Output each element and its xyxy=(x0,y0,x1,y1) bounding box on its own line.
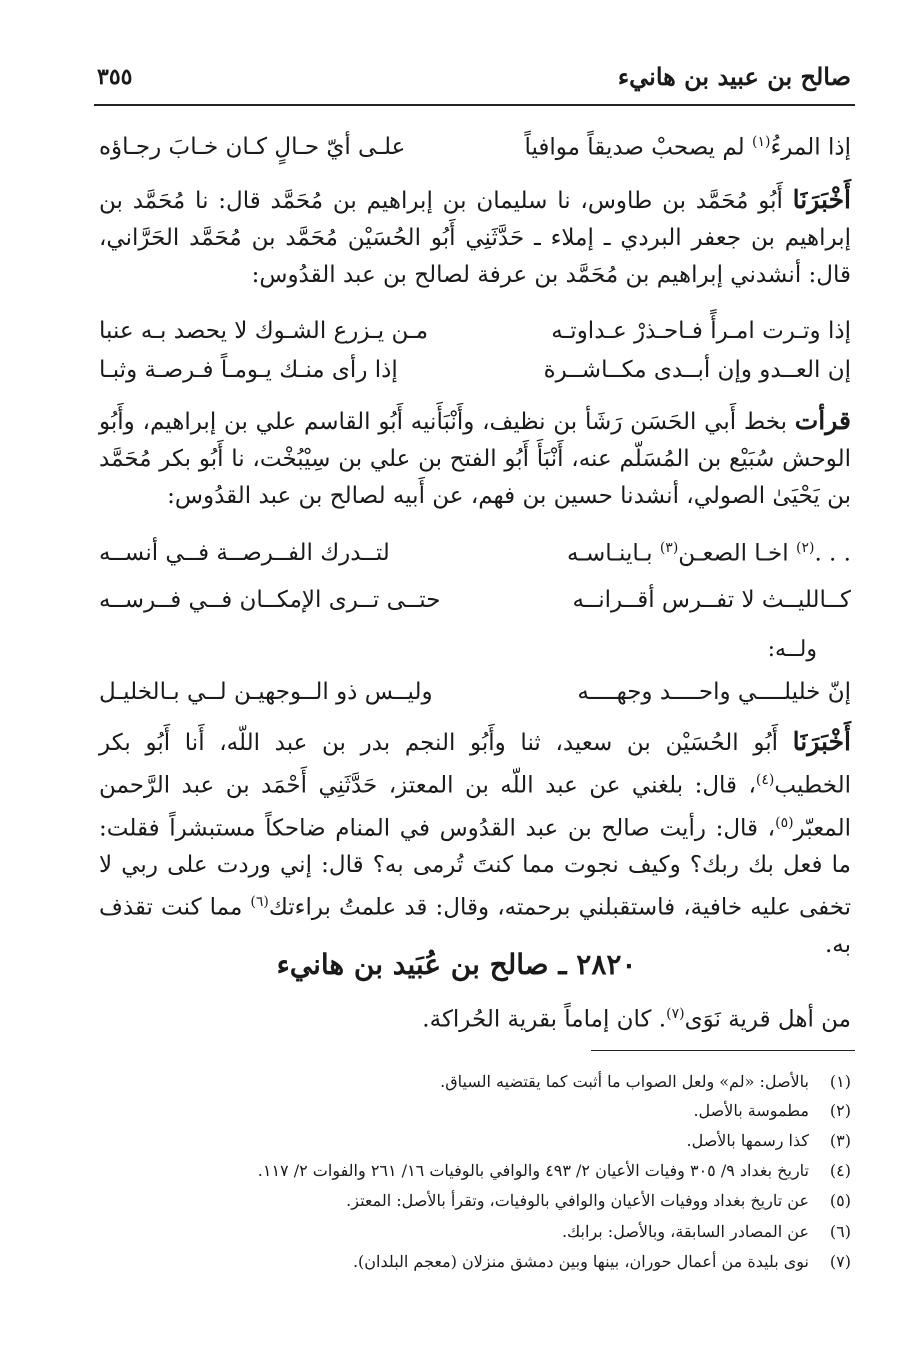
footnote-number: (٦) xyxy=(829,1222,851,1241)
verse-line-2 xyxy=(99,318,851,362)
paragraph-isnad-1: أَخْبَرَنَا أَبُو مُحَمَّد بن طاوس، نا سليمان بن إبراهيم بن مُحَمَّد قال: نا مُحَمَّد بن إبراهيم بن جعفر البردي ـ إملاء ـ حَدَّثَنِي أَبُو الحُسَيْن مُحَمَّد بن مُحَمَّد الحَرَّاني، قال: أنشدني إبراهيم بن مُحَمَّد بن عرفة لصالح بن عبد القدُوس: xyxy=(99,185,851,288)
footnote-4: (٤)تاريخ بغداد ٩/ ٣٠٥ وفيات الأعيان ٢/ ٤٩٣ والوافي بالوفيات ١٦/ ٢٦١ والفوات ٢/ ١١٧. xyxy=(257,1161,851,1180)
verse-hemistich-right: إنّ خليلــــي واحــــد وجهــــه xyxy=(577,679,851,705)
verse-hemistich-right: كــالليــث لا تفــرس أقــرانــه xyxy=(572,587,851,613)
verse-hemistich-right: إن العــدو وإن أبــدى مكــاشــرة xyxy=(543,357,851,383)
footnote-7: (٧)نوى بليدة من أعمال حوران، بينها وبين دمشق منزلان (معجم البلدان). xyxy=(352,1252,851,1271)
verse-hemistich-left: مـن يـزرع الشـوك لا يحصد بـه عنبا xyxy=(99,318,429,344)
footnote-number: (٤) xyxy=(829,1161,851,1180)
paragraph-dream-report: أَخْبَرَنَا أَبُو الحُسَيْن بن سعيد، ثنا وأَبُو النجم بدر بن عبد اللّه، أَنا أَبُو بكر الخطيب$^{(٤)}$، قال: بلغني عن عبد اللّه بن المعتز، حَدَّثَنِي أَحْمَد بن عبد الرَّحمن المعبّر$^{(٥)}$، قال: رأيت صالح بن عبد القدُوس في المنام ضاحكاً مستبشراً فقلت: ما فعل بك ربك؟ وكيف نجوت مما كنتَ تُرمى به؟ قال: إني وردت على ربي لا تخفى عليه خافية، فاستقبلني برحمته، وقال: قد علمتُ براءتك$^{(٦)}$ مما كنت تقذف به. xyxy=(99,727,852,958)
footnote-number: (٢) xyxy=(829,1101,851,1120)
paragraph-isnad-2: قرأت بخط أَبي الحَسَن رَشَأ بن نظيف، وأَنْبَأَنيه أَبُو القاسم علي بن إبراهيم، وأَبُو الوحش سُبَيْع بن المُسَلّم عنه، أَنْبَأَ أَبُو الفتح بن علي بن سِيْبُخْت، نا أَبُو بكر مُحَمَّد بن يَحْيَىٰ الصولي، أنشدنا حسين بن فهم، عن أَبيه لصالح بن عبد القدُوس: xyxy=(99,406,851,509)
verse-hemistich-left: إذا رأى منـك يـومـاً فـرصـة وثبـا xyxy=(99,357,398,383)
footnote-number: (٣) xyxy=(829,1131,851,1150)
footnote-number: (١) xyxy=(829,1072,851,1091)
footnote-ref: (٢) xyxy=(795,540,815,556)
verse-intro-wa-lahu: ولــه: xyxy=(767,637,817,662)
footnote-6: (٦)عن المصادر السابقة، وبالأصل: برابك. xyxy=(561,1222,851,1241)
section-heading: ٢٨٢٠ ـ صالح بن عُبَيد بن هانيء xyxy=(276,948,637,981)
footnote-ref: (١) xyxy=(751,134,771,150)
keyword-akhbarana: أَخْبَرَنَا xyxy=(792,727,851,756)
verse-hemistich-right: إذا المرءُ$^{(١)}$ لم يصحبْ صديقاً موافياً xyxy=(524,134,851,161)
footnote-2: (٢)مطموسة بالأصل. xyxy=(693,1101,851,1120)
verse-hemistich-left: وليــس ذو الــوجهيـن لــي بـالخليـل xyxy=(99,679,433,705)
verse-hemistich-left: حتــى تــرى الإمكــان فــي فــرســه xyxy=(99,587,441,613)
page-number: ٣٥٥ xyxy=(97,64,133,90)
verse-hemistich-right: . . .$^{(٢)}$ اخـا الصعـن$^{(٣)}$ بـاينـاسـه xyxy=(566,540,851,567)
footnote-ref: (٥) xyxy=(775,814,794,831)
keyword-qara-tu: قرأت xyxy=(794,406,851,435)
footnote-number: (٧) xyxy=(829,1252,851,1271)
verse-line-6 xyxy=(99,679,851,723)
footnote-5: (٥)عن تاريخ بغداد ووفيات الأعيان والوافي بالوفيات، وتقرأ بالأصل: المعتز. xyxy=(346,1191,851,1210)
verse-line-5 xyxy=(99,587,851,631)
header-rule xyxy=(94,104,855,106)
verse-hemistich-right: إذا وتـرت امـرأً فـاحـذرْ عـداوتـه xyxy=(551,318,851,344)
footnote-ref: (٤) xyxy=(755,772,775,788)
footnote-3: (٣)كذا رسمها بالأصل. xyxy=(686,1131,851,1150)
keyword-akhbarana: أَخْبَرَنَا xyxy=(792,185,851,214)
footnote-ref: (٣) xyxy=(659,540,679,556)
verse-line-4 xyxy=(99,540,851,584)
verse-hemistich-left: علـى أيّ حـالٍ كـان خـابَ رجـاؤه xyxy=(99,134,406,160)
footnote-1: (١)بالأصل: «لم» ولعل الصواب ما أثبت كما يقتضيه السياق. xyxy=(440,1072,851,1091)
footnote-ref: (٦) xyxy=(250,894,269,911)
footnote-ref: (٧) xyxy=(666,1006,685,1022)
verse-hemistich-left: لتــدرك الفــرصــة فــي أنســه xyxy=(99,540,390,566)
footnote-number: (٥) xyxy=(829,1191,851,1210)
running-header-title: صالح بن عبيد بن هانيء xyxy=(617,62,851,91)
paragraph-biography: من أهل قرية نَوَى$^{(٧)}$. كان إماماً بقرية الحُراكة. xyxy=(422,1006,851,1033)
footnote-separator xyxy=(591,1050,855,1051)
verse-line-3 xyxy=(99,357,851,401)
verse-line-1 xyxy=(99,134,851,178)
